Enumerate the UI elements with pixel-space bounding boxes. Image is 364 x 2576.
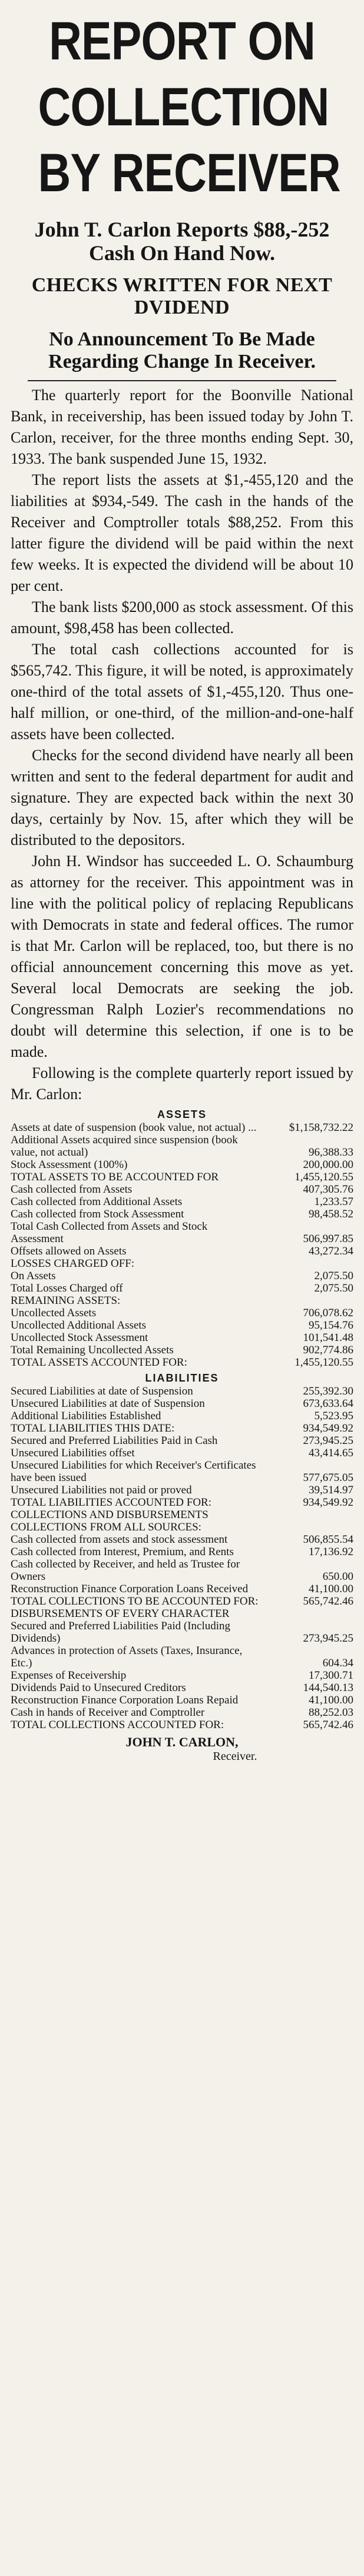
paragraph: The bank lists $200,000 as stock assessment. Of this amount, $98,458 has been collected.: [11, 598, 353, 637]
report-row: [11, 1208, 353, 1220]
assets-heading: ASSETS: [157, 1109, 207, 1120]
report-row-label: Cash collected from Interest, Premium, and Rents: [11, 1546, 234, 1558]
report-row-label: DISBURSEMENTS OF EVERY CHARACTER: [11, 1607, 230, 1620]
liabilities-heading: LIABILITIES: [145, 1372, 219, 1384]
report-row-label: Expenses of Receivership: [11, 1669, 127, 1682]
report-row-amount: 902,774.86: [303, 1344, 353, 1356]
signature: JOHN T. CARLON,: [125, 1735, 239, 1749]
headline-line-3: BY RECEIVER: [38, 143, 340, 203]
subhead-first: John T. Carlon Reports $88,-252 Cash On Hand Now.: [34, 218, 330, 265]
report-row-label: Cash collected by Receiver, and held as Trustee for Owners: [11, 1558, 243, 1583]
report-row: [11, 1245, 353, 1257]
report-row: [11, 1344, 353, 1356]
report-row-amount: 41,100.00: [309, 1694, 353, 1706]
report-row: [11, 1196, 353, 1208]
liabilities-table: [11, 1385, 353, 1731]
report-row-label: Cash collected from assets and stock assessment: [11, 1533, 228, 1546]
report-row-amount: 41,100.00: [309, 1583, 353, 1595]
report-row-label: Uncollected Assets: [11, 1307, 97, 1319]
report-row-amount: 43,414.65: [309, 1447, 353, 1459]
report-row: [11, 1447, 353, 1459]
report-row: [11, 1332, 353, 1344]
report-row-label: Secured Liabilities at date of Suspension: [11, 1385, 193, 1397]
report-row: [11, 1134, 353, 1159]
report-row: [11, 1620, 353, 1645]
report-row-amount: 673,633.64: [303, 1397, 353, 1410]
paragraph: Following is the complete quarterly report issued by Mr. Carlon:: [11, 1064, 353, 1103]
signature-title: Receiver.: [213, 1750, 257, 1763]
paragraph: John H. Windsor has succeeded L. O. Schaumburg as attorney for the receiver. This appointment was in line with the political policy of replacing Republicans with Democrats in state and federal offices. The rumor is that Mr. Carlon will be replaced, too, but there is no official announcement concerning this move as yet. Several local Democrats are seeking the job. Congressman Ralph Lozier's recommendations no doubt will determine this selection, if one is to be made.: [11, 853, 353, 1060]
report-row: [11, 1307, 353, 1319]
report-row-label: Total Losses Charged off: [11, 1282, 123, 1294]
paragraph: The total cash collections accounted for is $565,742. This figure, it will be noted, is approximately one-third of the total assets of $1,-455,120. Thus one-half million, or one-third, of the million-and-one-half assets have been collected.: [11, 641, 353, 743]
report-row: [11, 1435, 353, 1447]
report-row-amount: 2,075.50: [314, 1270, 353, 1282]
subhead-third: No Announcement To Be Made Regarding Change In Receiver.: [48, 328, 316, 372]
report-row-label: Secured and Preferred Liabilities Paid (Including Dividends): [11, 1620, 233, 1645]
report-row-amount: 43,272.34: [309, 1245, 353, 1257]
report-row-amount: 88,252.03: [309, 1706, 353, 1719]
report-row-label: TOTAL LIABILITIES THIS DATE:: [11, 1422, 175, 1435]
report-row-amount: $1,158,732.22: [289, 1121, 353, 1134]
report-row-amount: 273,945.25: [303, 1435, 353, 1447]
report-row-label: Advances in protection of Assets (Taxes, Insurance, Etc.): [11, 1645, 246, 1669]
report-row-label: Secured and Preferred Liabilities Paid in Cash: [11, 1435, 218, 1447]
report-row-amount: 934,549.92: [303, 1422, 353, 1435]
paragraph: The quarterly report for the Boonville National Bank, in receivership, has been issued today by John T. Carlon, receiver, for the three months ending Sept. 30, 1933. The bank suspended June 15, 1932.: [11, 387, 353, 467]
report-row-amount: 200,000.00: [303, 1159, 353, 1171]
report-row-label: Cash collected from Stock Assessment: [11, 1208, 184, 1220]
paragraph: The report lists the assets at $1,-455,120 and the liabilities at $934,-549. The cash in the hands of the Receiver and Comptroller totals $88,252. From this latter figure the dividend will be paid within the next few weeks. It is expected the dividend will be about 10 per cent.: [11, 471, 353, 594]
report-row-amount: 95,154.76: [309, 1319, 353, 1332]
report-row-label: Uncollected Stock Assessment: [11, 1332, 148, 1344]
report-row-amount: 17,136.92: [309, 1546, 353, 1558]
report-row-amount: 96,388.33: [309, 1146, 353, 1159]
paragraph: Checks for the second dividend have nearly all been written and sent to the federal department for audit and signature. They are expected back within the next 30 days, certainly by Nov. 15, after which they will be distributed to the depositors.: [11, 747, 353, 848]
report-row: [11, 1220, 353, 1245]
report-row: [11, 1121, 353, 1134]
report-row-label: On Assets: [11, 1270, 56, 1282]
report-row-label: Cash collected from Assets: [11, 1183, 133, 1196]
report-row-label: Additional Liabilities Established: [11, 1410, 161, 1422]
report-row-label: REMAINING ASSETS:: [11, 1294, 121, 1307]
report-row-label: Assets at date of suspension (book value, not actual) ...: [11, 1121, 257, 1134]
report-row: [11, 1546, 353, 1558]
report-row-amount: 144,540.13: [303, 1682, 353, 1694]
report-row-amount: 5,523.95: [314, 1410, 353, 1422]
report-row-label: Additional Assets acquired since suspension (book value, not actual): [11, 1134, 241, 1159]
report-row: [11, 1257, 353, 1270]
report-row-label: Stock Assessment (100%): [11, 1159, 128, 1171]
report-row: [11, 1533, 353, 1546]
article-body: [11, 385, 353, 1105]
report-row: [11, 1607, 353, 1620]
report-row-label: Reconstruction Finance Corporation Loans Repaid: [11, 1694, 239, 1706]
report-row-label: COLLECTIONS AND DISBURSEMENTS COLLECTIONS FROM ALL SOURCES:: [11, 1509, 211, 1533]
report-row: [11, 1270, 353, 1282]
report-row: [11, 1595, 353, 1607]
report-row-label: Unsecured Liabilities at date of Suspension: [11, 1397, 205, 1410]
report-row-label: Offsets allowed on Assets: [11, 1245, 127, 1257]
report-row-amount: 565,742.46: [303, 1719, 353, 1731]
report-row: [11, 1385, 353, 1397]
report-row-label: Unsecured Liabilities not paid or proved: [11, 1484, 192, 1496]
report-row-label: TOTAL LIABILITIES ACCOUNTED FOR:: [11, 1496, 211, 1509]
report-row: [11, 1459, 353, 1484]
report-row-amount: 1,233.57: [314, 1196, 353, 1208]
report-row-amount: 273,945.25: [303, 1632, 353, 1645]
report-row: [11, 1397, 353, 1410]
headline-line-1: REPORT ON: [49, 11, 315, 71]
report-row: [11, 1484, 353, 1496]
report-row-label: LOSSES CHARGED OFF:: [11, 1257, 135, 1270]
report-row-amount: 1,455,120.55: [294, 1356, 353, 1369]
report-row-amount: 577,675.05: [303, 1472, 353, 1484]
report-row: [11, 1294, 353, 1307]
report-row-amount: 255,392.30: [303, 1385, 353, 1397]
report-row-label: Total Cash Collected from Assets and Stock Assessment: [11, 1220, 210, 1245]
report-row-label: Cash in hands of Receiver and Comptroller: [11, 1706, 205, 1719]
report-row-amount: 506,997.85: [303, 1233, 353, 1245]
report-row-label: TOTAL ASSETS ACCOUNTED FOR:: [11, 1356, 187, 1369]
headline-line-2: COLLECTION: [38, 77, 329, 137]
report-row-amount: 98,458.52: [309, 1208, 353, 1220]
report-row: [11, 1682, 353, 1694]
report-row-amount: 17,300.71: [309, 1669, 353, 1682]
report-row: [11, 1159, 353, 1171]
report-row: [11, 1356, 353, 1369]
report-row-label: TOTAL COLLECTIONS TO BE ACCOUNTED FOR:: [11, 1595, 259, 1607]
report-row-label: Total Remaining Uncollected Assets: [11, 1344, 174, 1356]
report-row: [11, 1282, 353, 1294]
report-row: [11, 1558, 353, 1583]
report-row-amount: 407,305.76: [303, 1183, 353, 1196]
report-row-amount: 101,541.48: [303, 1332, 353, 1344]
report-row: [11, 1694, 353, 1706]
report-row-label: Dividends Paid to Unsecured Creditors: [11, 1682, 186, 1694]
report-row: [11, 1669, 353, 1682]
report-row: [11, 1706, 353, 1719]
report-row: [11, 1645, 353, 1669]
report-row: [11, 1509, 353, 1533]
report-row: [11, 1583, 353, 1595]
report-row-amount: 2,075.50: [314, 1282, 353, 1294]
report-row: [11, 1496, 353, 1509]
report-row: [11, 1719, 353, 1731]
report-row-amount: 565,742.46: [303, 1595, 353, 1607]
report-row-label: TOTAL ASSETS TO BE ACCOUNTED FOR: [11, 1171, 219, 1183]
divider-rule: [28, 380, 336, 381]
report-row-amount: 39,514.97: [309, 1484, 353, 1496]
report-row-amount: 604.34: [322, 1657, 353, 1669]
report-row-amount: 1,455,120.55: [294, 1171, 353, 1183]
report-row-amount: 934,549.92: [303, 1496, 353, 1509]
subhead-second: CHECKS WRITTEN FOR NEXT DVIDEND: [31, 274, 333, 318]
report-row-amount: 506,855.54: [303, 1533, 353, 1546]
headline: [38, 8, 340, 206]
report-row-label: Unsecured Liabilities offset: [11, 1447, 135, 1459]
report-row-label: Uncollected Additional Assets: [11, 1319, 147, 1332]
report-row-amount: 706,078.62: [303, 1307, 353, 1319]
assets-table: [11, 1121, 353, 1369]
report-row: [11, 1319, 353, 1332]
report-row: [11, 1410, 353, 1422]
report-row-label: Cash collected from Additional Assets: [11, 1196, 183, 1208]
report-row: [11, 1422, 353, 1435]
report-row-label: Unsecured Liabilities for which Receiver's Certificates have been issued: [11, 1459, 259, 1484]
report-row: [11, 1183, 353, 1196]
report-row: [11, 1171, 353, 1183]
report-row-label: TOTAL COLLECTIONS ACCOUNTED FOR:: [11, 1719, 224, 1731]
report-row-amount: 650.00: [322, 1570, 353, 1583]
report-row-label: Reconstruction Finance Corporation Loans Received: [11, 1583, 249, 1595]
